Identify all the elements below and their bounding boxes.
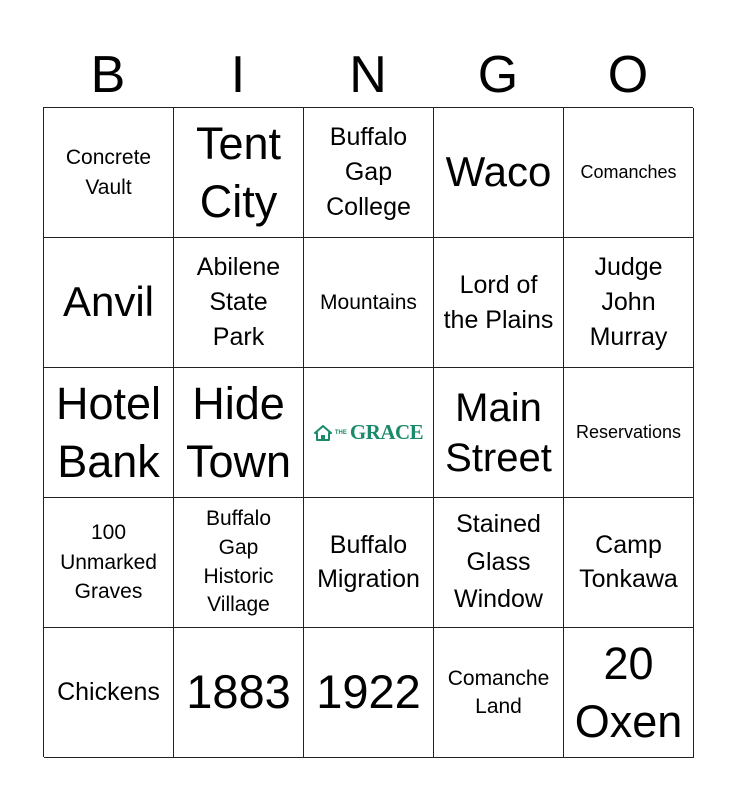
bingo-cell[interactable] (174, 108, 304, 238)
bingo-cell[interactable] (44, 238, 174, 368)
bingo-cell[interactable] (44, 368, 174, 498)
cell-text: 20 Oxen (574, 638, 683, 747)
cell-text: Concrete Vault (65, 146, 152, 199)
bingo-cell[interactable] (44, 498, 174, 628)
bingo-cell[interactable] (564, 108, 694, 238)
header-letter-i: I (230, 46, 246, 104)
header-letter-g: G (477, 46, 519, 104)
cell-text: Comanches (580, 162, 677, 183)
bingo-cell[interactable] (174, 498, 304, 628)
free-space-cell[interactable] (304, 368, 434, 498)
cell-text: Stained Glass Window (454, 510, 543, 614)
header-letter-n: N (349, 46, 387, 104)
cell-text: Hide Town (185, 378, 292, 487)
bingo-header (43, 42, 693, 108)
bingo-cell[interactable] (434, 498, 564, 628)
cell-text: Abilene State Park (196, 253, 281, 351)
cell-text: Comanche Land (447, 666, 550, 718)
bingo-cell[interactable] (434, 238, 564, 368)
bingo-cell[interactable] (304, 108, 434, 238)
cell-text: Lord of the Plains (443, 270, 554, 334)
header-letter-o: O (607, 46, 649, 104)
bingo-cell[interactable] (304, 238, 434, 368)
bingo-cell[interactable] (564, 238, 694, 368)
bingo-cell[interactable] (564, 498, 694, 628)
cell-text: Anvil (62, 278, 155, 326)
logo-small-text: THE (334, 429, 347, 436)
cell-text: Tent City (195, 118, 282, 227)
bingo-cell[interactable] (44, 628, 174, 758)
cell-text: Buffalo Migration (317, 531, 420, 593)
cell-text: Reservations (575, 422, 682, 443)
bingo-cell[interactable] (564, 368, 694, 498)
cell-text: Waco (445, 148, 552, 196)
cell-text: Judge John Murray (589, 253, 668, 351)
cell-text: 100 Unmarked Graves (60, 521, 157, 604)
bingo-cell[interactable] (174, 368, 304, 498)
cell-text: 1883 (186, 665, 291, 719)
house-icon (314, 425, 332, 441)
cell-text: Mountains (320, 290, 417, 314)
cell-text: 1922 (316, 665, 421, 719)
cell-text: Main Street (445, 385, 552, 480)
cell-text: Hotel Bank (55, 378, 162, 487)
bingo-cell[interactable] (304, 498, 434, 628)
bingo-cell[interactable] (44, 108, 174, 238)
bingo-grid (43, 107, 693, 757)
bingo-cell[interactable] (564, 628, 694, 758)
header-letter-b: B (90, 46, 126, 104)
bingo-cell[interactable] (434, 628, 564, 758)
cell-text: Camp Tonkawa (579, 531, 678, 593)
cell-text: Chickens (57, 678, 160, 706)
logo-wordmark: GRACE (349, 420, 424, 444)
cell-text: Buffalo Gap College (326, 123, 411, 221)
bingo-cell[interactable] (304, 628, 434, 758)
bingo-cell[interactable] (434, 108, 564, 238)
cell-text: Buffalo Gap Historic Village (203, 506, 274, 617)
bingo-cell[interactable] (434, 368, 564, 498)
bingo-cell[interactable] (174, 628, 304, 758)
grace-logo (314, 420, 423, 445)
bingo-cell[interactable] (174, 238, 304, 368)
